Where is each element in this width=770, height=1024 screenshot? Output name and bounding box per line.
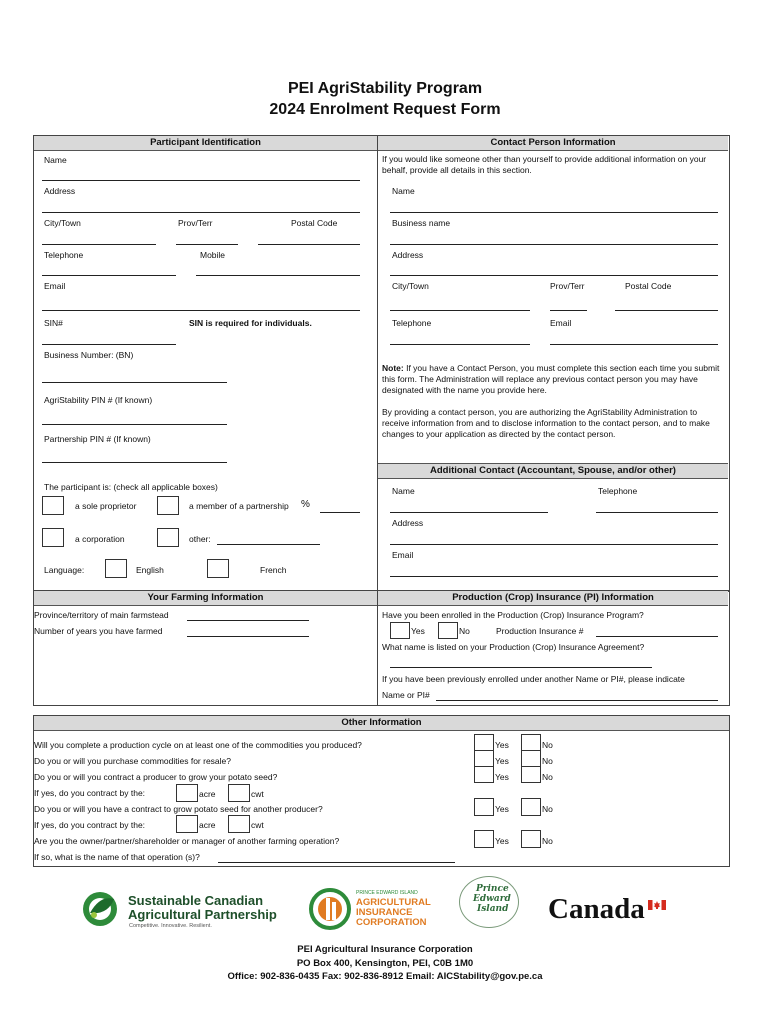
contact-address-field[interactable] [390, 275, 718, 276]
participant-prov-field[interactable] [176, 244, 238, 245]
contact-name-field[interactable] [390, 212, 718, 213]
question-contract-by: If yes, do you contract by the: [34, 788, 146, 798]
contact-name-label: Name [392, 186, 415, 196]
other-header: Other Information [34, 716, 729, 731]
q5-yes-checkbox[interactable] [474, 798, 494, 816]
bn-label: Business Number: (BN) [44, 350, 134, 360]
english-label: English [136, 565, 164, 575]
name-or-pi-field[interactable] [436, 700, 718, 701]
french-checkbox[interactable] [207, 559, 229, 578]
scap-text-1: Sustainable Canadian [128, 893, 264, 908]
q2-no-label: No [542, 756, 553, 766]
corporation-checkbox[interactable] [42, 528, 64, 547]
partnership-pin-label: Partnership PIN # (If known) [44, 434, 151, 444]
pei-seal-text-3: Island [477, 904, 509, 914]
farming-divider [377, 590, 378, 706]
participant-city-label: City/Town [44, 218, 81, 228]
q3-yes-label: Yes [495, 772, 509, 782]
participant-mobile-field[interactable] [196, 275, 360, 276]
operation-name-field[interactable] [218, 862, 455, 863]
question-purchase-resale: Do you or will you purchase commodities for resale? [34, 756, 232, 766]
aic-text-3: CORPORATION [356, 917, 427, 928]
aic-text-2: INSURANCE [356, 907, 413, 918]
other-checkbox[interactable] [157, 528, 179, 547]
contact-telephone-label: Telephone [392, 318, 432, 328]
aic-logo-icon [308, 888, 354, 930]
contract2-acre-checkbox[interactable] [176, 815, 198, 833]
note-label: Note: [382, 363, 404, 373]
sole-proprietor-label: a sole proprietor [75, 501, 137, 511]
participant-header: Participant Identification [34, 136, 377, 151]
question-contract-by-2: If yes, do you contract by the: [34, 820, 146, 830]
contact-business-label: Business name [392, 218, 451, 228]
enrolled-yes-checkbox[interactable] [390, 622, 410, 639]
years-field[interactable] [187, 636, 309, 637]
q7-no-checkbox[interactable] [521, 830, 541, 848]
contract2-acre-label: acre [199, 820, 216, 830]
english-checkbox[interactable] [105, 559, 127, 578]
contact-header: Contact Person Information [378, 136, 728, 151]
farming-header: Your Farming Information [34, 591, 377, 606]
name-or-pi-label: Name or PI# [382, 690, 430, 700]
participant-name-field[interactable] [42, 180, 360, 181]
previous-enrolled-text: If you have been previously enrolled under another Name or PI#, please indicate [382, 674, 685, 684]
pei-seal-text-1: Prince [476, 884, 509, 894]
contact-address-label: Address [392, 250, 424, 260]
partnership-pin-field[interactable] [42, 462, 227, 463]
contact-email-label: Email [550, 318, 572, 328]
question-production-cycle: Will you complete a production cycle on at least one of the commodities you produced? [34, 740, 362, 750]
canada-flag [648, 897, 666, 915]
scap-text-2: Agricultural Partnership [128, 907, 277, 922]
partnership-percent-field[interactable] [320, 512, 360, 513]
q3-no-checkbox[interactable] [521, 766, 541, 783]
partnership-label: a member of a partnership [189, 501, 289, 511]
percent-label: % [301, 499, 310, 510]
contact-telephone-field[interactable] [390, 344, 530, 345]
contact-city-field[interactable] [390, 310, 530, 311]
q7-yes-label: Yes [495, 836, 509, 846]
additional-address-label: Address [392, 518, 424, 528]
q2-yes-checkbox[interactable] [474, 750, 494, 767]
form-title-line1: PEI AgriStability Program [287, 80, 483, 97]
contact-postal-field[interactable] [615, 310, 718, 311]
contract-cwt-label: cwt [251, 789, 264, 799]
participant-email-label: Email [44, 281, 66, 291]
participant-postal-field[interactable] [258, 244, 360, 245]
q3-yes-checkbox[interactable] [474, 766, 494, 783]
corporation-label: a corporation [75, 534, 125, 544]
contact-email-field[interactable] [550, 344, 718, 345]
province-field[interactable] [187, 620, 309, 621]
additional-header: Additional Contact (Accountant, Spouse, and/or other) [378, 463, 728, 479]
contract2-cwt-checkbox[interactable] [228, 815, 250, 833]
insurance-number-label: Production Insurance # [496, 626, 584, 636]
participant-city-field[interactable] [42, 244, 156, 245]
participant-prov-label: Prov/Terr [178, 218, 213, 228]
top-divider [377, 135, 378, 592]
participant-telephone-field[interactable] [42, 275, 176, 276]
additional-telephone-field[interactable] [596, 512, 718, 513]
contact-business-field[interactable] [390, 244, 718, 245]
participant-telephone-label: Telephone [44, 250, 84, 260]
question-contract-grower: Do you or will you contract a producer to grow your potato seed? [34, 772, 278, 782]
partnership-checkbox[interactable] [157, 496, 179, 515]
form-title-line2: 2024 Enrolment Request Form [269, 101, 501, 118]
q3-no-label: No [542, 772, 553, 782]
name-listed-question: What name is listed on your Production (Crop) Insurance Agreement? [382, 642, 645, 652]
french-label: French [260, 565, 287, 575]
enrolled-yes-label: Yes [411, 626, 425, 636]
insurance-number-field[interactable] [596, 636, 718, 637]
contact-note [382, 363, 722, 396]
footer-line-2: PO Box 400, Kensington, PEI, C0B 1M0 [296, 958, 474, 969]
participant-address-field[interactable] [42, 212, 360, 213]
aic-top-text: PRINCE EDWARD ISLAND [356, 890, 418, 896]
q1-yes-checkbox[interactable] [474, 734, 494, 751]
other-field[interactable] [217, 544, 320, 545]
crop-header: Production (Crop) Insurance (PI) Information [378, 591, 728, 606]
aic-text-1: AGRICULTURAL [356, 897, 431, 908]
footer-line-3: Office: 902-836-0435 Fax: 902-836-8912 Email: AICStability@gov.pe.ca [227, 971, 543, 982]
pei-seal-text-2: Edward [473, 894, 511, 904]
additional-name-field[interactable] [390, 512, 548, 513]
pin-label: AgriStability PIN # (If known) [44, 395, 153, 405]
participant-name-label: Name [44, 155, 67, 165]
contact-authorize: By providing a contact person, you are authorizing the AgriStability Administration to receive information from and to disclose information to the contact person, and to make changes to your application as directed by the contact person. [382, 407, 710, 439]
bn-field[interactable] [42, 382, 227, 383]
enrolled-no-checkbox[interactable] [438, 622, 458, 639]
enrolled-question: Have you been enrolled in the Production (Crop) Insurance Program? [382, 610, 644, 620]
additional-telephone-label: Telephone [598, 486, 638, 496]
scap-tagline: Competitive. Innovative. Resilient. [129, 923, 212, 929]
q1-no-checkbox[interactable] [521, 734, 541, 751]
additional-name-label: Name [392, 486, 415, 496]
contact-prov-field[interactable] [550, 310, 587, 311]
sole-proprietor-checkbox[interactable] [42, 496, 64, 515]
province-label: Province/territory of main farmstead [34, 610, 169, 620]
q2-yes-label: Yes [495, 756, 509, 766]
contact-postal-label: Postal Code [625, 281, 672, 291]
contact-city-label: City/Town [392, 281, 429, 291]
additional-email-field[interactable] [390, 576, 718, 577]
contract2-cwt-label: cwt [251, 820, 264, 830]
name-listed-field[interactable] [390, 667, 652, 668]
contact-intro: If you would like someone other than yourself to provide additional information on your behalf, provide all details in this section. [382, 154, 707, 175]
participant-is-label: The participant is: (check all applicable boxes) [44, 482, 218, 492]
q5-yes-label: Yes [495, 804, 509, 814]
additional-address-field[interactable] [390, 544, 718, 545]
scap-logo [80, 889, 124, 934]
enrolled-no-label: No [459, 626, 470, 636]
participant-email-field[interactable] [42, 310, 360, 311]
note-text: If you have a Contact Person, you must complete this section each time you submit this form. The Administration will replace any previous contact person you may have designated with the name you provide here. [382, 363, 720, 395]
sin-note: SIN is required for individuals. [189, 318, 312, 328]
language-label: Language: [44, 565, 85, 575]
contact-prov-label: Prov/Terr [550, 281, 585, 291]
contract-acre-checkbox[interactable] [176, 784, 198, 802]
question-operation-name: If so, what is the name of that operation (s)? [34, 852, 200, 862]
aic-logo [308, 888, 354, 935]
question-grow-for-other: Do you or will you have a contract to grow potato seed for another producer? [34, 804, 323, 814]
q2-no-checkbox[interactable] [521, 750, 541, 767]
contract-cwt-checkbox[interactable] [228, 784, 250, 802]
participant-postal-label: Postal Code [291, 218, 338, 228]
participant-sin-field[interactable] [42, 344, 176, 345]
scap-logo-icon [80, 889, 124, 929]
other-label: other: [189, 534, 211, 544]
years-label: Number of years you have farmed [34, 626, 163, 636]
participant-address-label: Address [44, 186, 76, 196]
pin-field[interactable] [42, 424, 227, 425]
question-other-operation: Are you the owner/partner/shareholder or manager of another farming operation? [34, 836, 340, 846]
q1-no-label: No [542, 740, 553, 750]
q5-no-checkbox[interactable] [521, 798, 541, 816]
footer-line-1: PEI Agricultural Insurance Corporation [297, 944, 473, 955]
q5-no-label: No [542, 804, 553, 814]
q1-yes-label: Yes [495, 740, 509, 750]
maple-leaf-icon [648, 900, 666, 910]
canada-wordmark: Canada [548, 893, 645, 925]
participant-mobile-label: Mobile [200, 250, 226, 260]
participant-sin-label: SIN# [44, 318, 63, 328]
q7-yes-checkbox[interactable] [474, 830, 494, 848]
contract-acre-label: acre [199, 789, 216, 799]
q7-no-label: No [542, 836, 553, 846]
additional-email-label: Email [392, 550, 414, 560]
